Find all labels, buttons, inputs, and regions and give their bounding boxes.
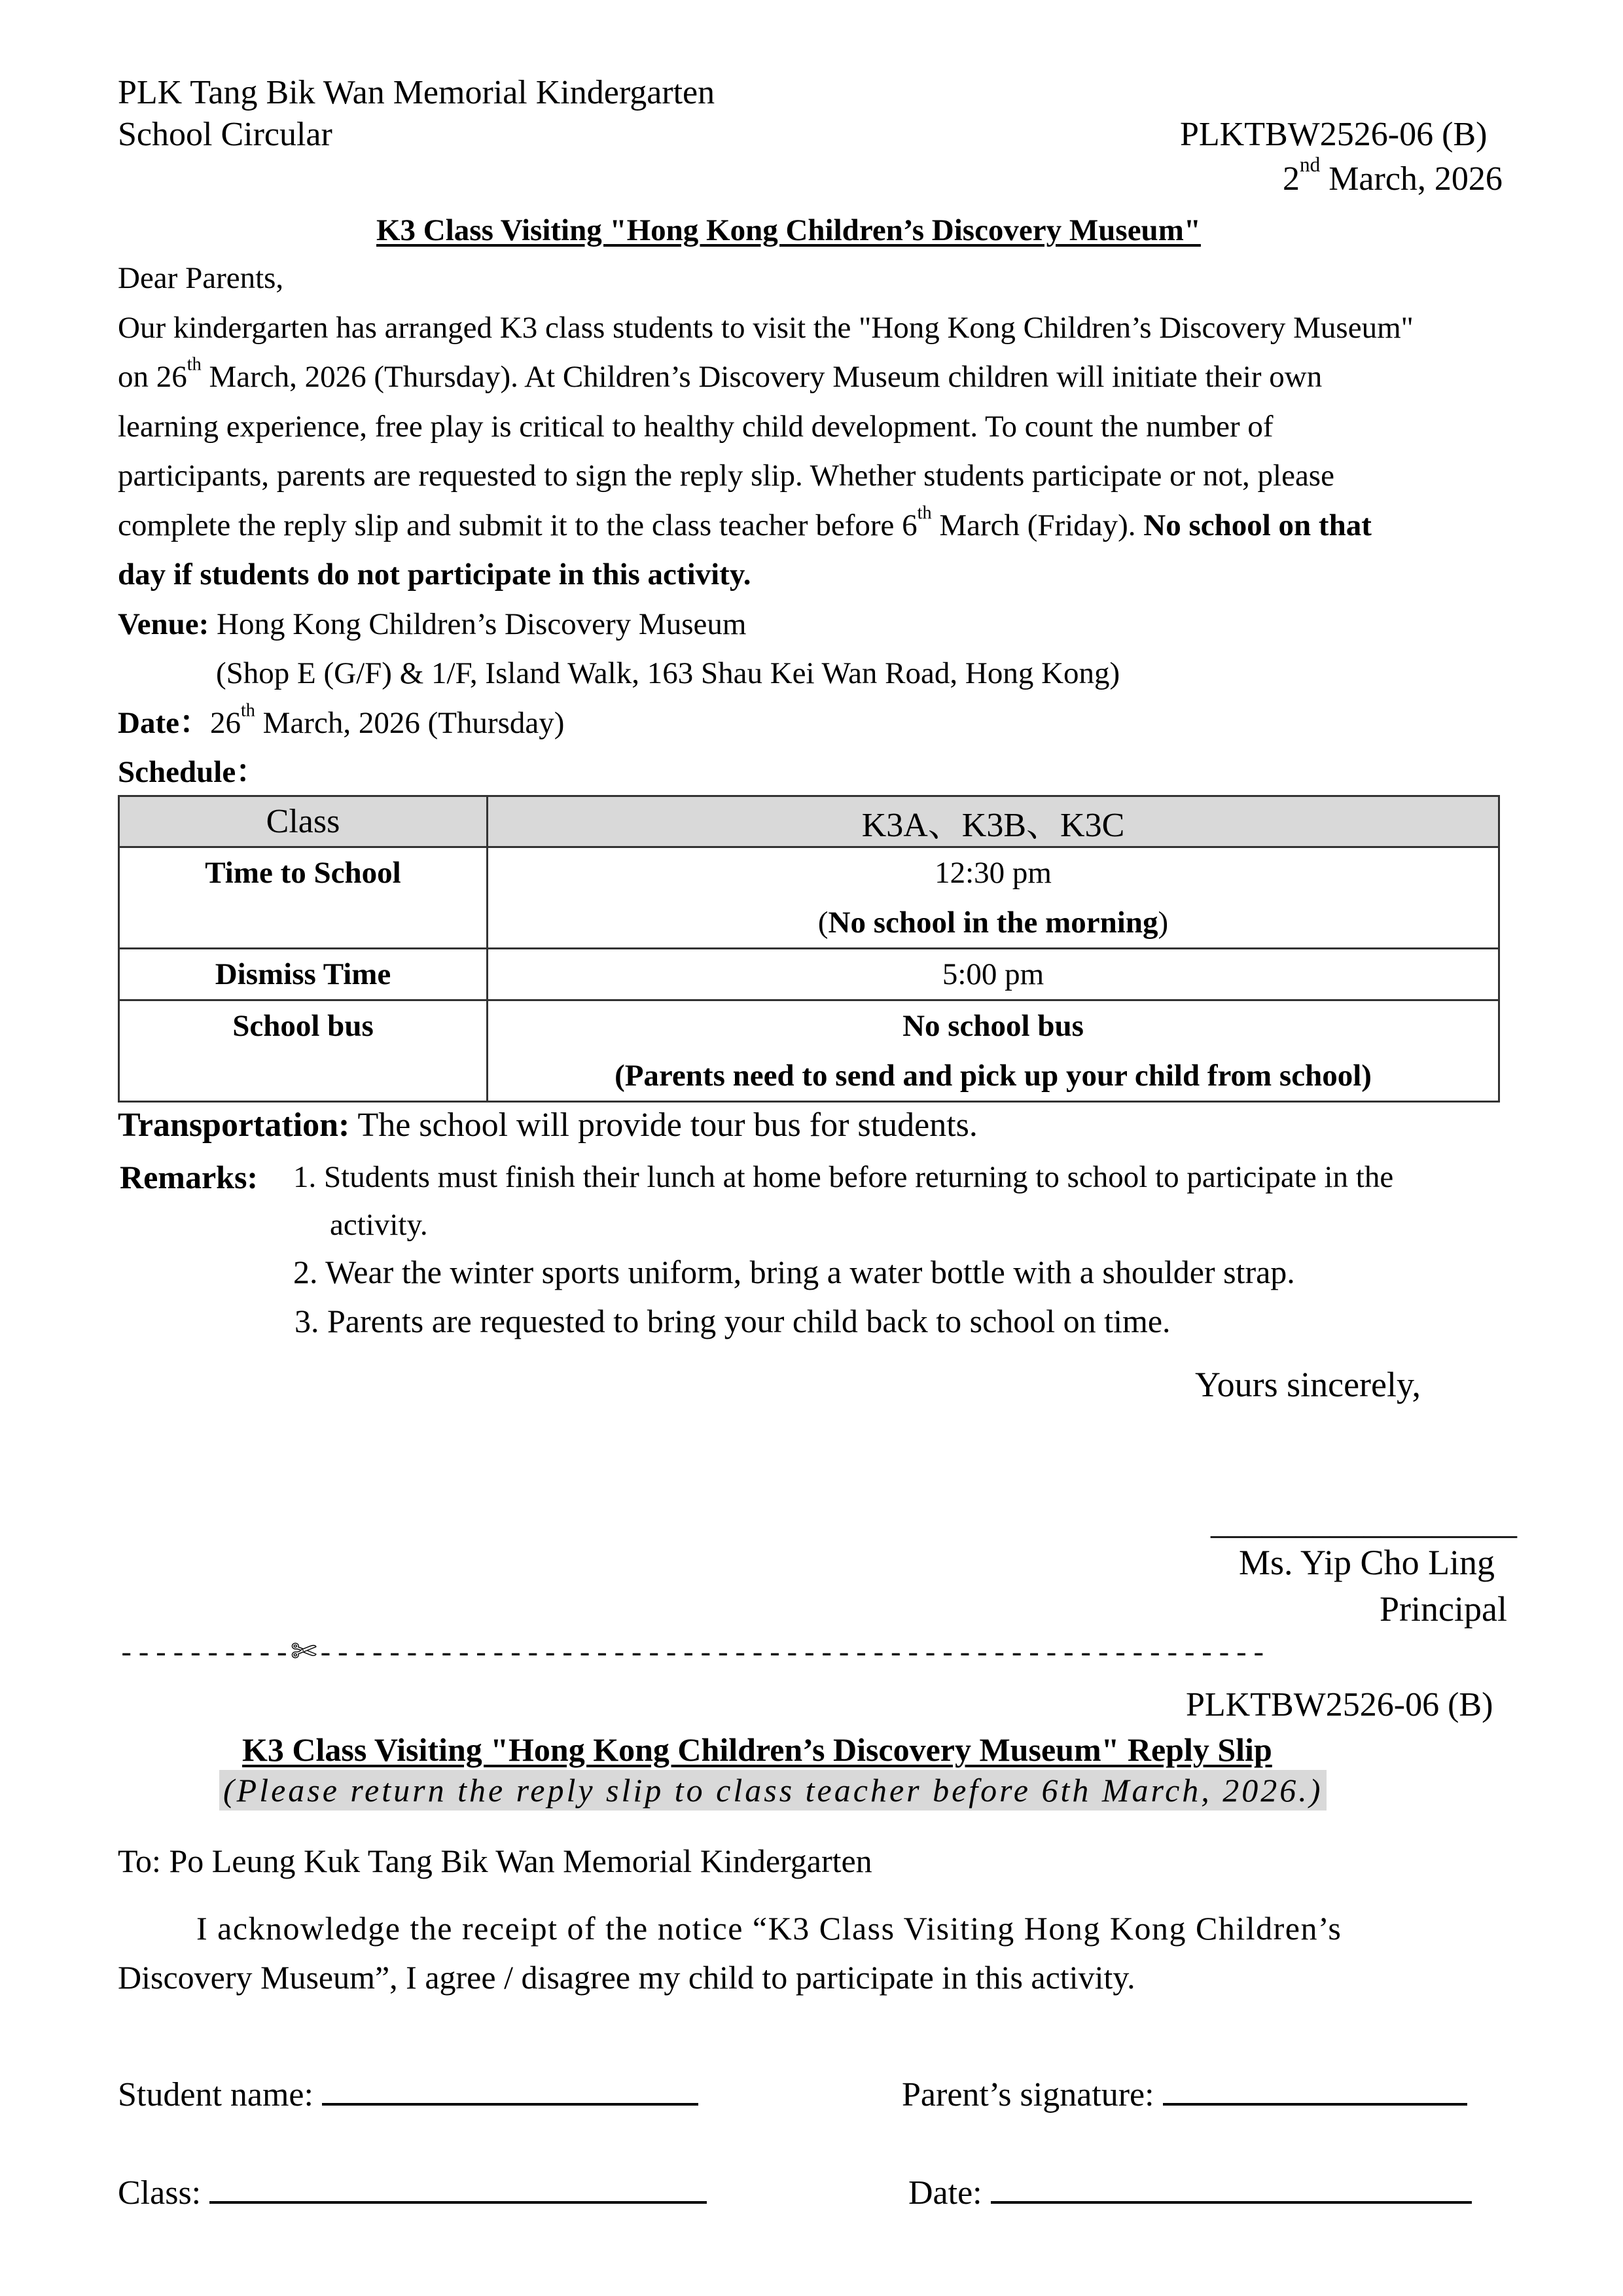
text: on 26 — [118, 360, 187, 394]
body-line: Our kindergarten has arranged K3 class students to visit the "Hong Kong Children’s Discovery Museum" — [118, 310, 1414, 345]
student-name-input[interactable] — [322, 2077, 698, 2106]
time-to-school-value: 12:30 pm — [935, 856, 1052, 890]
remark-item: 3. Parents are requested to bring your child back to school on time. — [294, 1303, 1171, 1339]
body-line — [118, 501, 1518, 551]
school-bus-value: No school bus — [902, 1009, 1084, 1043]
date-day: 26 — [209, 705, 241, 740]
acknowledgement-line: Discovery Museum”, I agree / disagree my child to participate in this activity. — [118, 1959, 1135, 1996]
principal-title: Principal — [1380, 1589, 1507, 1629]
body-line: participants, parents are requested to sign the reply slip. Whether students participate or not, please — [118, 459, 1334, 493]
parent-signature-label: Parent’s signature: — [902, 2076, 1154, 2113]
scissors-icon: ✄ — [291, 1633, 317, 1670]
row-value — [488, 949, 1499, 1000]
parent-signature-field[interactable] — [902, 2075, 1467, 2114]
remarks-label: Remarks: — [120, 1159, 259, 1195]
transportation-label: Transportation: — [118, 1106, 350, 1144]
venue-label: Venue: — [118, 607, 209, 641]
text: March, 2026 (Thursday). At Children’s Discovery Museum children will initiate their own — [201, 360, 1323, 394]
signature-line: __________________ — [1211, 1504, 1517, 1542]
header-cell-classes: K3A、K3B、K3C — [488, 796, 1499, 847]
remark-item: 1. Students must finish their lunch at home before returning to school to participate in the — [293, 1160, 1394, 1194]
important-notice: No school on that — [1143, 508, 1372, 542]
date-label: Date： — [118, 705, 210, 740]
remark-item: 2. Wear the winter sports uniform, bring a water bottle with a shoulder strap. — [293, 1254, 1295, 1290]
row-label-text: School bus — [232, 1009, 374, 1043]
text: complete the reply slip and submit it to the class teacher before 6 — [118, 508, 918, 542]
date-suffix: nd — [1300, 152, 1321, 176]
schedule-table — [118, 795, 1500, 1103]
date-input[interactable] — [991, 2175, 1472, 2204]
body-line: learning experience, free play is critical to healthy child development. To count the number of — [118, 409, 1274, 444]
school-name: PLK Tang Bik Wan Memorial Kindergarten — [118, 74, 715, 111]
greeting: Dear Parents, — [118, 261, 284, 295]
ordinal-suffix: th — [917, 503, 932, 523]
row-label — [119, 1000, 488, 1102]
body-line — [118, 353, 1518, 402]
student-name-label: Student name: — [118, 2076, 313, 2113]
paren: ) — [1158, 906, 1169, 940]
dismiss-time-value: 5:00 pm — [942, 957, 1044, 991]
reply-instruction: (Please return the reply slip to class teacher before 6th March, 2026.) — [219, 1770, 1327, 1810]
dash-line: ------------------------------------------------------- — [317, 1638, 1268, 1671]
remark-item-continued: activity. — [330, 1208, 428, 1242]
date-label: Date: — [908, 2174, 982, 2212]
date-day: 2 — [1283, 160, 1300, 198]
table-row — [119, 1000, 1499, 1102]
circular-date — [1283, 152, 1503, 198]
ordinal-suffix: th — [187, 354, 202, 375]
table-header-row — [119, 796, 1499, 847]
date-rest: March, 2026 — [1320, 160, 1503, 198]
page-title: K3 Class Visiting "Hong Kong Children’s Discovery Museum" — [376, 213, 1201, 247]
date-rest: March, 2026 (Thursday) — [255, 705, 565, 740]
row-label-text: Dismiss Time — [215, 957, 391, 991]
school-bus-note: (Parents need to send and pick up your child from school) — [615, 1059, 1372, 1093]
table-row — [119, 949, 1499, 1000]
venue-address: (Shop E (G/F) & 1/F, Island Walk, 163 Shau Kei Wan Road, Hong Kong) — [216, 656, 1120, 690]
table-row — [119, 847, 1499, 949]
doc-type: School Circular — [118, 116, 332, 153]
reply-recipient: To: Po Leung Kuk Tang Bik Wan Memorial Kindergarten — [118, 1843, 872, 1879]
date-field[interactable] — [908, 2174, 1472, 2212]
transportation-line — [118, 1106, 978, 1144]
paren: ( — [817, 906, 829, 940]
row-label — [119, 847, 488, 949]
acknowledgement-line: I acknowledge the receipt of the notice “K3 Class Visiting Hong Kong Children’s — [196, 1910, 1342, 1947]
schedule-label: Schedule： — [118, 755, 267, 789]
reply-ref-number: PLKTBW2526-06 (B) — [1186, 1686, 1493, 1723]
student-name-field[interactable] — [118, 2075, 698, 2114]
venue-name: Hong Kong Children’s Discovery Museum — [209, 607, 747, 641]
note-text: No school in the morning — [828, 906, 1158, 940]
row-label — [119, 949, 488, 1000]
transportation-text: The school will provide tour bus for students. — [349, 1106, 978, 1144]
time-note — [488, 898, 1498, 947]
principal-name: Ms. Yip Cho Ling — [1239, 1543, 1495, 1582]
cut-line — [118, 1633, 1268, 1671]
text: March (Friday). — [931, 508, 1144, 542]
reference-number: PLKTBW2526-06 (B) — [1180, 116, 1488, 153]
dash-line: ---------- — [118, 1638, 291, 1671]
letter-body — [118, 254, 1518, 798]
date-line — [118, 699, 1518, 749]
row-value — [488, 1000, 1499, 1102]
class-label: Class: — [118, 2174, 202, 2212]
body-line: day if students do not participate in this activity. — [118, 557, 751, 592]
venue-line — [118, 600, 1518, 650]
class-input[interactable] — [209, 2175, 707, 2204]
closing-sincerely: Yours sincerely, — [1195, 1365, 1421, 1404]
parent-signature-input[interactable] — [1163, 2077, 1467, 2106]
class-field[interactable] — [118, 2174, 707, 2212]
date-suffix: th — [240, 700, 255, 721]
row-value — [488, 847, 1499, 949]
row-label-text: Time to School — [205, 856, 401, 890]
header-cell-class: Class — [119, 796, 488, 847]
reply-slip-title: K3 Class Visiting "Hong Kong Children’s Discovery Museum" Reply Slip — [242, 1731, 1272, 1768]
